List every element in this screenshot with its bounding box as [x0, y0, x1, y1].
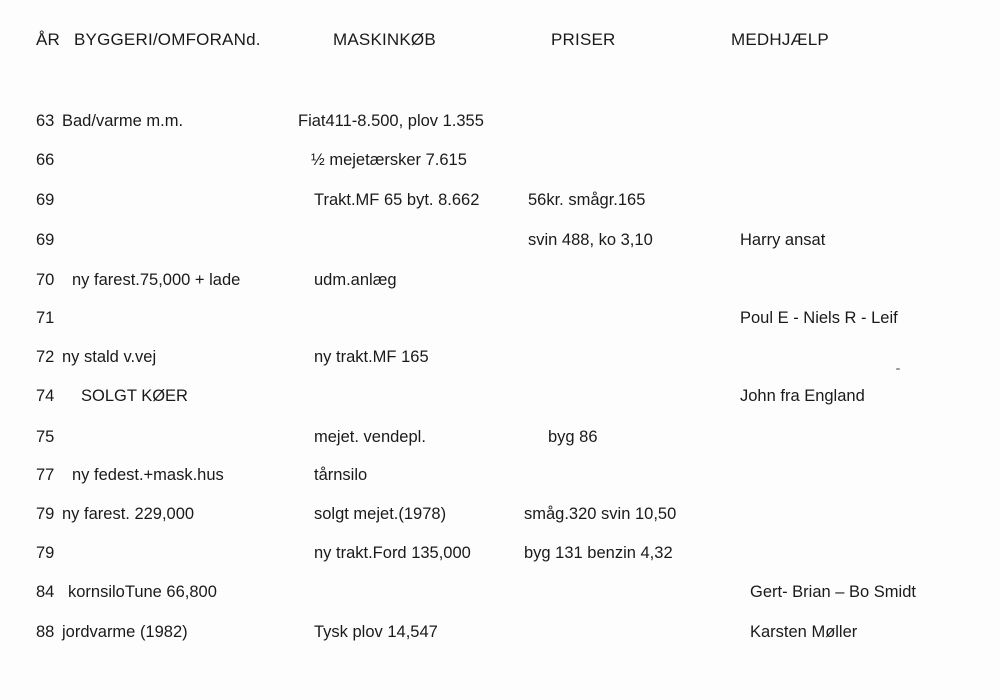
- row-machines-cell: udm.anlæg: [314, 271, 397, 289]
- row-year-cell: 88: [36, 623, 55, 641]
- row-help-cell: Karsten Møller: [750, 623, 858, 641]
- row-building-cell: SOLGT KØER: [81, 387, 188, 405]
- row-prices-cell: småg.320 svin 10,50: [524, 505, 677, 523]
- header-prices: PRISER: [551, 30, 616, 49]
- row-year-cell: 70: [36, 271, 55, 289]
- row-machines-cell: ny trakt.MF 165: [314, 348, 429, 366]
- row-year-cell: 71: [36, 309, 55, 327]
- row-machines-cell: tårnsilo: [314, 466, 368, 484]
- row-building-cell: ny fedest.+mask.hus: [72, 466, 224, 484]
- row-prices-cell: 56kr. smågr.165: [528, 191, 646, 209]
- row-building-cell: ny farest.75,000 + lade: [72, 271, 241, 289]
- row-building-cell: Bad/varme m.m.: [62, 112, 184, 130]
- row-help-cell: Gert- Brian – Bo Smidt: [750, 583, 916, 601]
- row-year-cell: 74: [36, 387, 55, 405]
- scan-speck: [896, 368, 900, 370]
- row-year-cell: 69: [36, 231, 55, 249]
- row-prices-cell: byg 86: [548, 428, 598, 446]
- row-year-cell: 69: [36, 191, 55, 209]
- row-help-cell: John fra England: [740, 387, 865, 405]
- row-help-cell: Harry ansat: [740, 231, 826, 249]
- header-year: ÅR: [36, 30, 61, 49]
- row-year-cell: 72: [36, 348, 55, 366]
- row-year-cell: 63: [36, 112, 55, 130]
- row-prices-cell: svin 488, ko 3,10: [528, 231, 653, 249]
- header-help: MEDHJÆLP: [731, 30, 829, 49]
- row-building-cell: ny stald v.vej: [62, 348, 157, 366]
- row-machines-cell: Fiat411-8.500, plov 1.355: [298, 112, 484, 130]
- row-building-cell: kornsiloTune 66,800: [68, 583, 217, 601]
- row-year-cell: 75: [36, 428, 55, 446]
- row-machines-cell: Trakt.MF 65 byt. 8.662: [314, 191, 480, 209]
- row-building-cell: ny farest. 229,000: [62, 505, 195, 523]
- row-machines-cell: ½ mejetærsker 7.615: [311, 151, 467, 169]
- row-machines-cell: mejet. vendepl.: [314, 428, 426, 446]
- row-year-cell: 79: [36, 544, 55, 562]
- row-year-cell: 79: [36, 505, 55, 523]
- row-year-cell: 77: [36, 466, 55, 484]
- row-building-cell: jordvarme (1982): [62, 623, 188, 641]
- row-machines-cell: ny trakt.Ford 135,000: [314, 544, 471, 562]
- header-machines: MASKINKØB: [333, 30, 436, 49]
- row-help-cell: Poul E - Niels R - Leif: [740, 309, 898, 327]
- row-prices-cell: byg 131 benzin 4,32: [524, 544, 673, 562]
- row-year-cell: 84: [36, 583, 55, 601]
- row-machines-cell: solgt mejet.(1978): [314, 505, 447, 523]
- row-year-cell: 66: [36, 151, 55, 169]
- row-machines-cell: Tysk plov 14,547: [314, 623, 438, 641]
- header-building: BYGGERI/OMFORANd.: [74, 30, 261, 49]
